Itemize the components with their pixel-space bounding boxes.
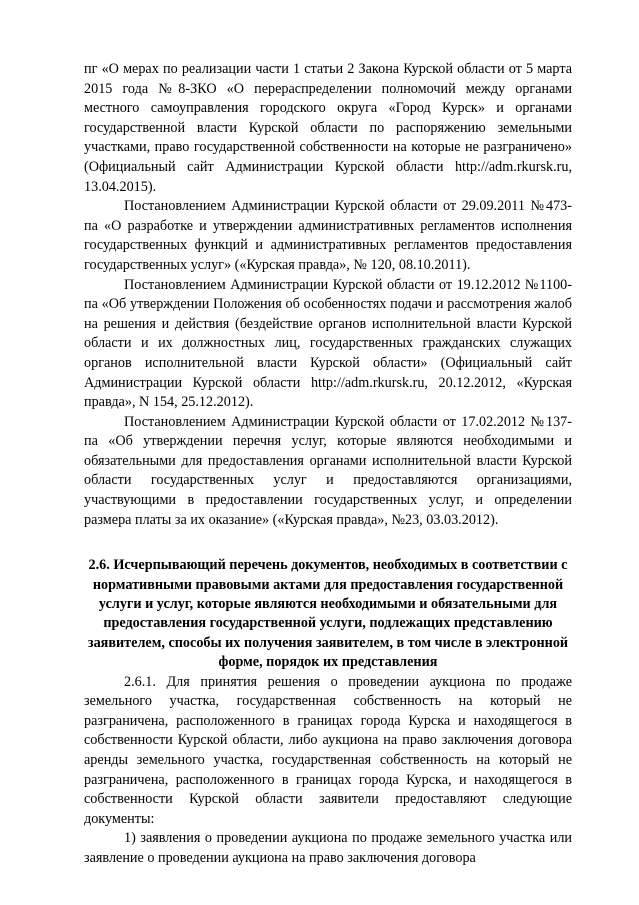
paragraph-intro: пг «О мерах по реализации части 1 статьи 2 Закона Курской области от 5 марта 2015 года №8-ЗКО «О перераспределении полномочий между органами местного самоуправления городского округа «Город Курск» и органами государственной власти Курской области по распоряжению земельными участками, право государственной собственности на которые не разграничено» (Официальный сайт Администрации Курской области http://adm.rkursk.ru, 13.04.2015).: [84, 61, 572, 195]
paragraph-clause-2-6-1: 2.6.1. Для принятия решения о проведении аукциона по продаже земельного участка, государственная собственность на который не разграничена, расположенного в границах города Курска и находящегося в собственности Курской области, либо аукциона на право заключения договора аренды земельного участка, государственная собственность на который не разграничена, расположенного в границах города Курска, и находящегося в собственности Курской области заявители предоставляют следующие документы:: [84, 673, 572, 827]
page-body: [84, 60, 572, 869]
section-heading-2-6: 2.6. Исчерпывающий перечень документов, необходимых в соответствии с нормативными правовыми актами для предоставления государственной услуги и услуг, которые являются необходимыми и обязательными для предоставления государственной услуги, подлежащих представлению заявителем, способы их получения заявителем, в том числе в электронной форме, порядок их представления: [87, 557, 569, 671]
paragraph-resolution-1100: Постановлением Администрации Курской области от 19.12.2012 №1100-па «Об утверждении Положения об особенностях подачи и рассмотрения жалоб на решения и действия (бездействие органов исполнительной власти Курской области и их должностных лиц, государственных гражданских служащих органов исполнительной власти Курской области» (Официальный сайт Администрации Курской области http://adm.rkursk.ru, 20.12.2012, «Курская правда», N 154, 25.12.2012).: [84, 276, 572, 411]
paragraph-item-1: 1) заявления о проведении аукциона по продаже земельного участка или заявление о проведении аукциона на право заключения договора: [84, 830, 572, 867]
paragraph-resolution-473: Постановлением Администрации Курской области от 29.09.2011 №473-па «О разработке и утверждении административных регламентов исполнения государственных функций и административных регламентов предоставления государственных услуг» («Курская правда», № 120, 08.10.2011).: [84, 198, 572, 273]
paragraph-resolution-137: Постановлением Администрации Курской области от 17.02.2012 №137-па «Об утверждении перечня услуг, которые являются необходимыми и обязательными для предоставления органами исполнительной власти Курской области государственных услуг и предоставляются организациями, участвующими в предоставлении государственных услуг, и определении размера платы за их оказание» («Курская правда», №23, 03.03.2012).: [84, 413, 572, 528]
